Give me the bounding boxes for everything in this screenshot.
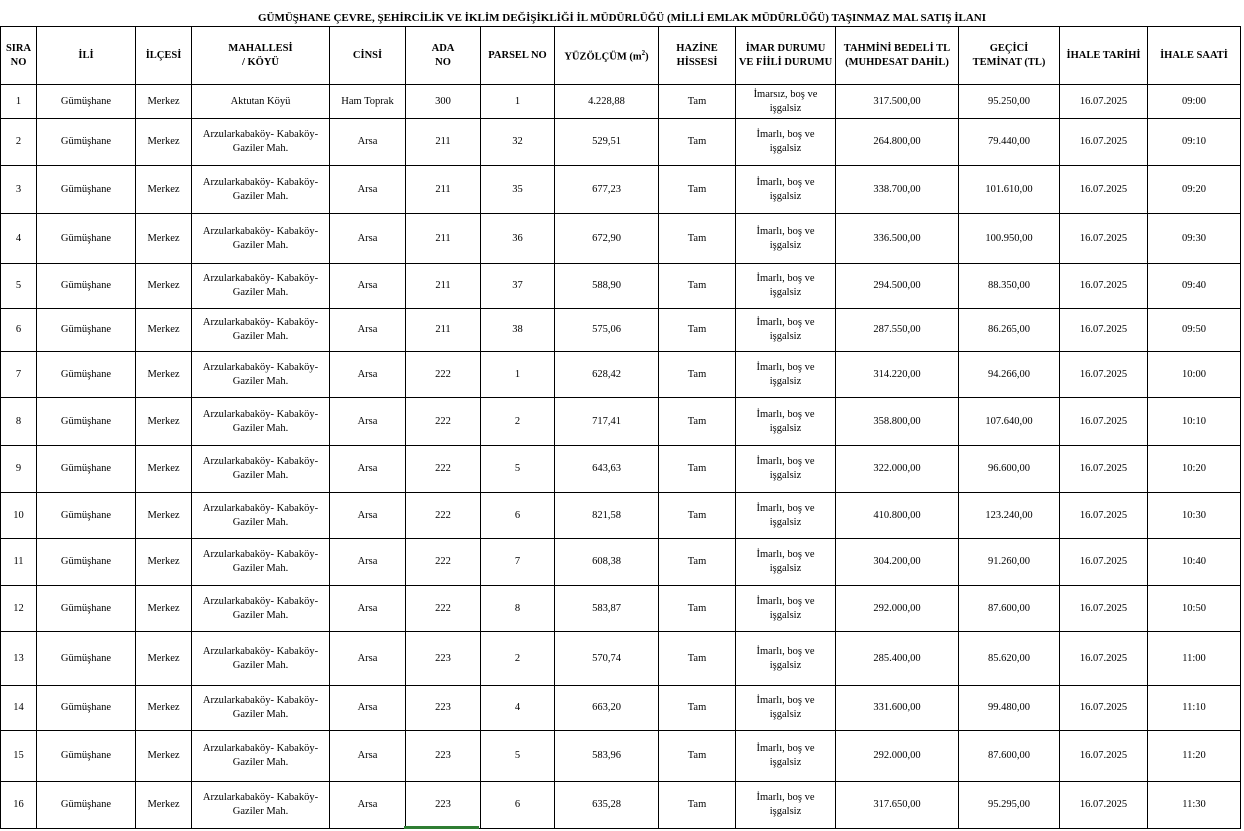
- cell-imar[interactable]: İmarlı, boş ve işgalsiz: [736, 309, 836, 352]
- cell-ili[interactable]: Gümüşhane: [37, 782, 136, 829]
- cell-imar[interactable]: İmarlı, boş ve işgalsiz: [736, 119, 836, 166]
- cell-mahalle[interactable]: Arzularkabaköy- Kabaköy- Gaziler Mah.: [192, 398, 330, 446]
- cell-bedel[interactable]: 294.500,00: [836, 264, 959, 309]
- cell-tarih[interactable]: 16.07.2025: [1060, 166, 1148, 214]
- cell-ilce[interactable]: Merkez: [136, 632, 192, 686]
- cell-imar[interactable]: İmarlı, boş ve işgalsiz: [736, 686, 836, 731]
- header-cinsi: CİNSİ: [330, 27, 406, 85]
- cell-imar[interactable]: İmarlı, boş ve işgalsiz: [736, 352, 836, 398]
- cell-hisse[interactable]: Tam: [659, 309, 736, 352]
- cell-teminat[interactable]: 123.240,00: [959, 493, 1060, 539]
- table-row: [1, 264, 1241, 309]
- cell-bedel[interactable]: 287.550,00: [836, 309, 959, 352]
- cell-hisse[interactable]: Tam: [659, 398, 736, 446]
- cell-ada[interactable]: 300: [406, 85, 481, 119]
- cell-imar[interactable]: İmarlı, boş ve işgalsiz: [736, 782, 836, 829]
- table-row: [1, 493, 1241, 539]
- cell-teminat[interactable]: 91.260,00: [959, 539, 1060, 586]
- header-mahalle: MAHALLESİ / KÖYÜ: [192, 27, 330, 85]
- cell-cinsi[interactable]: Arsa: [330, 398, 406, 446]
- listing-table: [0, 26, 1241, 829]
- cell-teminat[interactable]: 79.440,00: [959, 119, 1060, 166]
- cell-ilce[interactable]: Merkez: [136, 446, 192, 493]
- cell-mahalle[interactable]: Arzularkabaköy- Kabaköy- Gaziler Mah.: [192, 214, 330, 264]
- cell-yuzolcum[interactable]: 635,28: [555, 782, 659, 829]
- cell-yuzolcum[interactable]: 643,63: [555, 446, 659, 493]
- cell-ili[interactable]: Gümüşhane: [37, 166, 136, 214]
- cell-ilce[interactable]: Merkez: [136, 686, 192, 731]
- cell-tarih[interactable]: 16.07.2025: [1060, 731, 1148, 782]
- cell-imar[interactable]: İmarlı, boş ve işgalsiz: [736, 731, 836, 782]
- cell-yuzolcum[interactable]: 672,90: [555, 214, 659, 264]
- cell-cinsi[interactable]: Arsa: [330, 264, 406, 309]
- cell-mahalle[interactable]: Arzularkabaköy- Kabaköy- Gaziler Mah.: [192, 782, 330, 829]
- cell-ili[interactable]: Gümüşhane: [37, 214, 136, 264]
- header-row: [1, 27, 1241, 85]
- header-sira: SIRA NO: [1, 27, 37, 85]
- cell-yuzolcum[interactable]: 821,58: [555, 493, 659, 539]
- cell-mahalle[interactable]: Arzularkabaköy- Kabaköy- Gaziler Mah.: [192, 166, 330, 214]
- cell-yuzolcum[interactable]: 570,74: [555, 632, 659, 686]
- cell-imar[interactable]: İmarlı, boş ve işgalsiz: [736, 539, 836, 586]
- cell-saat[interactable]: 10:00: [1148, 352, 1241, 398]
- cell-ili[interactable]: Gümüşhane: [37, 493, 136, 539]
- cell-mahalle[interactable]: Arzularkabaköy- Kabaköy- Gaziler Mah.: [192, 539, 330, 586]
- cell-parsel[interactable]: 5: [481, 731, 555, 782]
- cell-teminat[interactable]: 95.250,00: [959, 85, 1060, 119]
- cell-teminat[interactable]: 86.265,00: [959, 309, 1060, 352]
- cell-imar[interactable]: İmarlı, boş ve işgalsiz: [736, 166, 836, 214]
- cell-sira[interactable]: 15: [1, 731, 37, 782]
- cell-hisse[interactable]: Tam: [659, 446, 736, 493]
- cell-bedel[interactable]: 292.000,00: [836, 731, 959, 782]
- cell-saat[interactable]: 10:30: [1148, 493, 1241, 539]
- cell-ada[interactable]: 222: [406, 586, 481, 632]
- cell-bedel[interactable]: 292.000,00: [836, 586, 959, 632]
- cell-teminat[interactable]: 94.266,00: [959, 352, 1060, 398]
- cell-bedel[interactable]: 285.400,00: [836, 632, 959, 686]
- header-tarih: İHALE TARİHİ: [1060, 27, 1148, 85]
- header-ada: ADA NO: [406, 27, 481, 85]
- cell-cinsi[interactable]: Arsa: [330, 686, 406, 731]
- cell-yuzolcum[interactable]: 583,87: [555, 586, 659, 632]
- cell-bedel[interactable]: 264.800,00: [836, 119, 959, 166]
- cell-ilce[interactable]: Merkez: [136, 782, 192, 829]
- cell-ili[interactable]: Gümüşhane: [37, 446, 136, 493]
- cell-saat[interactable]: 09:20: [1148, 166, 1241, 214]
- cell-sira[interactable]: 3: [1, 166, 37, 214]
- cell-mahalle[interactable]: Arzularkabaköy- Kabaköy- Gaziler Mah.: [192, 586, 330, 632]
- cell-bedel[interactable]: 314.220,00: [836, 352, 959, 398]
- cell-teminat[interactable]: 85.620,00: [959, 632, 1060, 686]
- cell-parsel[interactable]: 35: [481, 166, 555, 214]
- cell-hisse[interactable]: Tam: [659, 586, 736, 632]
- cell-tarih[interactable]: 16.07.2025: [1060, 782, 1148, 829]
- cell-cinsi[interactable]: Arsa: [330, 352, 406, 398]
- cell-ili[interactable]: Gümüşhane: [37, 309, 136, 352]
- cell-cinsi[interactable]: Arsa: [330, 166, 406, 214]
- cell-imar[interactable]: İmarlı, boş ve işgalsiz: [736, 632, 836, 686]
- cell-cinsi[interactable]: Arsa: [330, 731, 406, 782]
- cell-ili[interactable]: Gümüşhane: [37, 586, 136, 632]
- cell-ada[interactable]: 222: [406, 539, 481, 586]
- cell-bedel[interactable]: 358.800,00: [836, 398, 959, 446]
- cell-parsel[interactable]: 4: [481, 686, 555, 731]
- header-bedel: TAHMİNİ BEDELİ TL (MUHDESAT DAHİL): [836, 27, 959, 85]
- cell-bedel[interactable]: 331.600,00: [836, 686, 959, 731]
- cell-bedel[interactable]: 304.200,00: [836, 539, 959, 586]
- cell-ilce[interactable]: Merkez: [136, 352, 192, 398]
- cell-ilce[interactable]: Merkez: [136, 85, 192, 119]
- cell-saat[interactable]: 11:20: [1148, 731, 1241, 782]
- cell-imar[interactable]: İmarlı, boş ve işgalsiz: [736, 398, 836, 446]
- cell-cinsi[interactable]: Arsa: [330, 446, 406, 493]
- cell-hisse[interactable]: Tam: [659, 632, 736, 686]
- cell-teminat[interactable]: 101.610,00: [959, 166, 1060, 214]
- cell-yuzolcum[interactable]: 717,41: [555, 398, 659, 446]
- cell-ilce[interactable]: Merkez: [136, 166, 192, 214]
- cell-tarih[interactable]: 16.07.2025: [1060, 85, 1148, 119]
- cell-bedel[interactable]: 338.700,00: [836, 166, 959, 214]
- cell-bedel[interactable]: 322.000,00: [836, 446, 959, 493]
- cell-mahalle[interactable]: Arzularkabaköy- Kabaköy- Gaziler Mah.: [192, 119, 330, 166]
- cell-saat[interactable]: 09:10: [1148, 119, 1241, 166]
- cell-sira[interactable]: 7: [1, 352, 37, 398]
- header-teminat: GEÇİCİ TEMİNAT (TL): [959, 27, 1060, 85]
- cell-yuzolcum[interactable]: 4.228,88: [555, 85, 659, 119]
- cell-teminat[interactable]: 100.950,00: [959, 214, 1060, 264]
- cell-teminat[interactable]: 96.600,00: [959, 446, 1060, 493]
- table-row: [1, 166, 1241, 214]
- cell-ilce[interactable]: Merkez: [136, 731, 192, 782]
- cell-ili[interactable]: Gümüşhane: [37, 352, 136, 398]
- table-row: [1, 119, 1241, 166]
- cell-imar[interactable]: İmarlı, boş ve işgalsiz: [736, 446, 836, 493]
- table-row: [1, 214, 1241, 264]
- cell-ili[interactable]: Gümüşhane: [37, 686, 136, 731]
- cell-tarih[interactable]: 16.07.2025: [1060, 686, 1148, 731]
- cell-sira[interactable]: 9: [1, 446, 37, 493]
- cell-bedel[interactable]: 317.500,00: [836, 85, 959, 119]
- table-row: [1, 782, 1241, 829]
- table-row: [1, 398, 1241, 446]
- cell-ada[interactable]: 223: [406, 731, 481, 782]
- table-row: [1, 586, 1241, 632]
- cell-tarih[interactable]: 16.07.2025: [1060, 119, 1148, 166]
- cell-ilce[interactable]: Merkez: [136, 398, 192, 446]
- cell-sira[interactable]: 1: [1, 85, 37, 119]
- cell-ada[interactable]: 211: [406, 264, 481, 309]
- cell-mahalle[interactable]: Arzularkabaköy- Kabaköy- Gaziler Mah.: [192, 686, 330, 731]
- cell-hisse[interactable]: Tam: [659, 539, 736, 586]
- cell-ada[interactable]: 223: [406, 782, 481, 829]
- cell-parsel[interactable]: 32: [481, 119, 555, 166]
- cell-ada[interactable]: 211: [406, 309, 481, 352]
- cell-cinsi[interactable]: Arsa: [330, 782, 406, 829]
- cell-imar[interactable]: İmarlı, boş ve işgalsiz: [736, 493, 836, 539]
- cell-ada[interactable]: 211: [406, 166, 481, 214]
- cell-saat[interactable]: 11:30: [1148, 782, 1241, 829]
- cell-cinsi[interactable]: Ham Toprak: [330, 85, 406, 119]
- table-row: [1, 446, 1241, 493]
- cell-cinsi[interactable]: Arsa: [330, 539, 406, 586]
- cell-ada[interactable]: 211: [406, 214, 481, 264]
- cell-teminat[interactable]: 87.600,00: [959, 586, 1060, 632]
- cell-cinsi[interactable]: Arsa: [330, 586, 406, 632]
- cell-yuzolcum[interactable]: 529,51: [555, 119, 659, 166]
- cell-tarih[interactable]: 16.07.2025: [1060, 352, 1148, 398]
- header-hazine: HAZİNE HİSSESİ: [659, 27, 736, 85]
- cell-parsel[interactable]: 5: [481, 446, 555, 493]
- cell-parsel[interactable]: 1: [481, 85, 555, 119]
- cell-parsel[interactable]: 2: [481, 398, 555, 446]
- cell-imar[interactable]: İmarlı, boş ve işgalsiz: [736, 586, 836, 632]
- table-row: [1, 85, 1241, 119]
- cell-sira[interactable]: 14: [1, 686, 37, 731]
- table-row: [1, 309, 1241, 352]
- cell-ada[interactable]: 223: [406, 632, 481, 686]
- cell-yuzolcum[interactable]: 583,96: [555, 731, 659, 782]
- cell-hisse[interactable]: Tam: [659, 352, 736, 398]
- cell-yuzolcum[interactable]: 588,90: [555, 264, 659, 309]
- cell-ada[interactable]: 222: [406, 493, 481, 539]
- cell-sira[interactable]: 6: [1, 309, 37, 352]
- table-row: [1, 686, 1241, 731]
- cell-sira[interactable]: 4: [1, 214, 37, 264]
- cell-tarih[interactable]: 16.07.2025: [1060, 309, 1148, 352]
- table-body: [1, 85, 1241, 829]
- cell-mahalle[interactable]: Arzularkabaköy- Kabaköy- Gaziler Mah.: [192, 493, 330, 539]
- cell-ili[interactable]: Gümüşhane: [37, 398, 136, 446]
- cell-ada[interactable]: 222: [406, 398, 481, 446]
- cell-cinsi[interactable]: Arsa: [330, 119, 406, 166]
- cell-sira[interactable]: 8: [1, 398, 37, 446]
- cell-imar[interactable]: İmarlı, boş ve işgalsiz: [736, 214, 836, 264]
- cell-teminat[interactable]: 95.295,00: [959, 782, 1060, 829]
- cell-ilce[interactable]: Merkez: [136, 586, 192, 632]
- cell-ili[interactable]: Gümüşhane: [37, 731, 136, 782]
- cell-parsel[interactable]: 1: [481, 352, 555, 398]
- cell-tarih[interactable]: 16.07.2025: [1060, 539, 1148, 586]
- cell-saat[interactable]: 10:50: [1148, 586, 1241, 632]
- cell-ilce[interactable]: Merkez: [136, 264, 192, 309]
- header-yuzolcum: YÜZÖLÇÜM $(m^2)$: [555, 27, 659, 85]
- table-row: [1, 731, 1241, 782]
- cell-saat[interactable]: 11:10: [1148, 686, 1241, 731]
- cell-parsel[interactable]: 38: [481, 309, 555, 352]
- cell-tarih[interactable]: 16.07.2025: [1060, 446, 1148, 493]
- cell-yuzolcum[interactable]: 628,42: [555, 352, 659, 398]
- cell-ilce[interactable]: Merkez: [136, 493, 192, 539]
- cell-ili[interactable]: Gümüşhane: [37, 632, 136, 686]
- cell-imar[interactable]: İmarsız, boş ve işgalsiz: [736, 85, 836, 119]
- cell-ilce[interactable]: Merkez: [136, 214, 192, 264]
- cell-imar[interactable]: İmarlı, boş ve işgalsiz: [736, 264, 836, 309]
- cell-sira[interactable]: 10: [1, 493, 37, 539]
- cell-ada[interactable]: 222: [406, 446, 481, 493]
- cell-ilce[interactable]: Merkez: [136, 119, 192, 166]
- cell-saat[interactable]: 09:30: [1148, 214, 1241, 264]
- cell-cinsi[interactable]: Arsa: [330, 632, 406, 686]
- cell-yuzolcum[interactable]: 677,23: [555, 166, 659, 214]
- cell-ada[interactable]: 223: [406, 686, 481, 731]
- cell-mahalle[interactable]: Arzularkabaköy- Kabaköy- Gaziler Mah.: [192, 264, 330, 309]
- cell-hisse[interactable]: Tam: [659, 214, 736, 264]
- cell-tarih[interactable]: 16.07.2025: [1060, 264, 1148, 309]
- cell-mahalle[interactable]: Arzularkabaköy- Kabaköy- Gaziler Mah.: [192, 446, 330, 493]
- cell-ili[interactable]: Gümüşhane: [37, 264, 136, 309]
- cell-cinsi[interactable]: Arsa: [330, 493, 406, 539]
- cell-parsel[interactable]: 36: [481, 214, 555, 264]
- cell-teminat[interactable]: 88.350,00: [959, 264, 1060, 309]
- cell-yuzolcum[interactable]: 663,20: [555, 686, 659, 731]
- cell-saat[interactable]: 10:40: [1148, 539, 1241, 586]
- table-row: [1, 352, 1241, 398]
- cell-teminat[interactable]: 87.600,00: [959, 731, 1060, 782]
- cell-yuzolcum[interactable]: 608,38: [555, 539, 659, 586]
- cell-ada[interactable]: 222: [406, 352, 481, 398]
- cell-ilce[interactable]: Merkez: [136, 309, 192, 352]
- cell-parsel[interactable]: 37: [481, 264, 555, 309]
- cell-saat[interactable]: 11:00: [1148, 632, 1241, 686]
- cell-tarih[interactable]: 16.07.2025: [1060, 214, 1148, 264]
- cell-mahalle[interactable]: Arzularkabaköy- Kabaköy- Gaziler Mah.: [192, 309, 330, 352]
- cell-sira[interactable]: 16: [1, 782, 37, 829]
- cell-bedel[interactable]: 317.650,00: [836, 782, 959, 829]
- cell-sira[interactable]: 13: [1, 632, 37, 686]
- cell-saat[interactable]: 09:00: [1148, 85, 1241, 119]
- cell-sira[interactable]: 2: [1, 119, 37, 166]
- header-imar: İMAR DURUMU VE FİİLİ DURUMU: [736, 27, 836, 85]
- page-title: GÜMÜŞHANE ÇEVRE, ŞEHİRCİLİK VE İKLİM DEĞİŞİKLİĞİ İL MÜDÜRLÜĞÜ (MİLLİ EMLAK MÜDÜRLÜĞÜ) TAŞINMAZ MAL SATIŞ İLANI: [257, 12, 987, 24]
- cell-teminat[interactable]: 107.640,00: [959, 398, 1060, 446]
- cell-cinsi[interactable]: Arsa: [330, 309, 406, 352]
- cell-bedel[interactable]: 410.800,00: [836, 493, 959, 539]
- cell-ilce[interactable]: Merkez: [136, 539, 192, 586]
- header-parsel: PARSEL NO: [481, 27, 555, 85]
- cell-tarih[interactable]: 16.07.2025: [1060, 493, 1148, 539]
- cell-hisse[interactable]: Tam: [659, 686, 736, 731]
- cell-mahalle[interactable]: Arzularkabaköy- Kabaköy- Gaziler Mah.: [192, 632, 330, 686]
- cell-yuzolcum[interactable]: 575,06: [555, 309, 659, 352]
- cell-tarih[interactable]: 16.07.2025: [1060, 586, 1148, 632]
- cell-tarih[interactable]: 16.07.2025: [1060, 398, 1148, 446]
- cell-mahalle[interactable]: Aktutan Köyü: [192, 85, 330, 119]
- cell-saat[interactable]: 09:40: [1148, 264, 1241, 309]
- cell-saat[interactable]: 10:20: [1148, 446, 1241, 493]
- header-saat: İHALE SAATİ: [1148, 27, 1241, 85]
- cell-sira[interactable]: 5: [1, 264, 37, 309]
- cell-mahalle[interactable]: Arzularkabaköy- Kabaköy- Gaziler Mah.: [192, 731, 330, 782]
- cell-mahalle[interactable]: Arzularkabaköy- Kabaköy- Gaziler Mah.: [192, 352, 330, 398]
- table-row: [1, 539, 1241, 586]
- cell-hisse[interactable]: Tam: [659, 166, 736, 214]
- cell-parsel[interactable]: 7: [481, 539, 555, 586]
- cell-hisse[interactable]: Tam: [659, 493, 736, 539]
- cell-ada[interactable]: 211: [406, 119, 481, 166]
- cell-parsel[interactable]: 6: [481, 493, 555, 539]
- cell-sira[interactable]: 12: [1, 586, 37, 632]
- cell-parsel[interactable]: 6: [481, 782, 555, 829]
- header-ilcesi: İLÇESİ: [136, 27, 192, 85]
- cell-saat[interactable]: 09:50: [1148, 309, 1241, 352]
- cell-hisse[interactable]: Tam: [659, 731, 736, 782]
- cell-hisse[interactable]: Tam: [659, 85, 736, 119]
- cell-bedel[interactable]: 336.500,00: [836, 214, 959, 264]
- header-ili: İLİ: [37, 27, 136, 85]
- cell-teminat[interactable]: 99.480,00: [959, 686, 1060, 731]
- selected-cell-indicator[interactable]: [404, 826, 479, 829]
- cell-saat[interactable]: 10:10: [1148, 398, 1241, 446]
- table-row: [1, 632, 1241, 686]
- cell-ili[interactable]: Gümüşhane: [37, 119, 136, 166]
- cell-ili[interactable]: Gümüşhane: [37, 539, 136, 586]
- cell-sira[interactable]: 11: [1, 539, 37, 586]
- cell-hisse[interactable]: Tam: [659, 264, 736, 309]
- cell-cinsi[interactable]: Arsa: [330, 214, 406, 264]
- cell-tarih[interactable]: 16.07.2025: [1060, 632, 1148, 686]
- cell-ili[interactable]: Gümüşhane: [37, 85, 136, 119]
- cell-parsel[interactable]: 8: [481, 586, 555, 632]
- cell-hisse[interactable]: Tam: [659, 119, 736, 166]
- cell-hisse[interactable]: Tam: [659, 782, 736, 829]
- cell-parsel[interactable]: 2: [481, 632, 555, 686]
